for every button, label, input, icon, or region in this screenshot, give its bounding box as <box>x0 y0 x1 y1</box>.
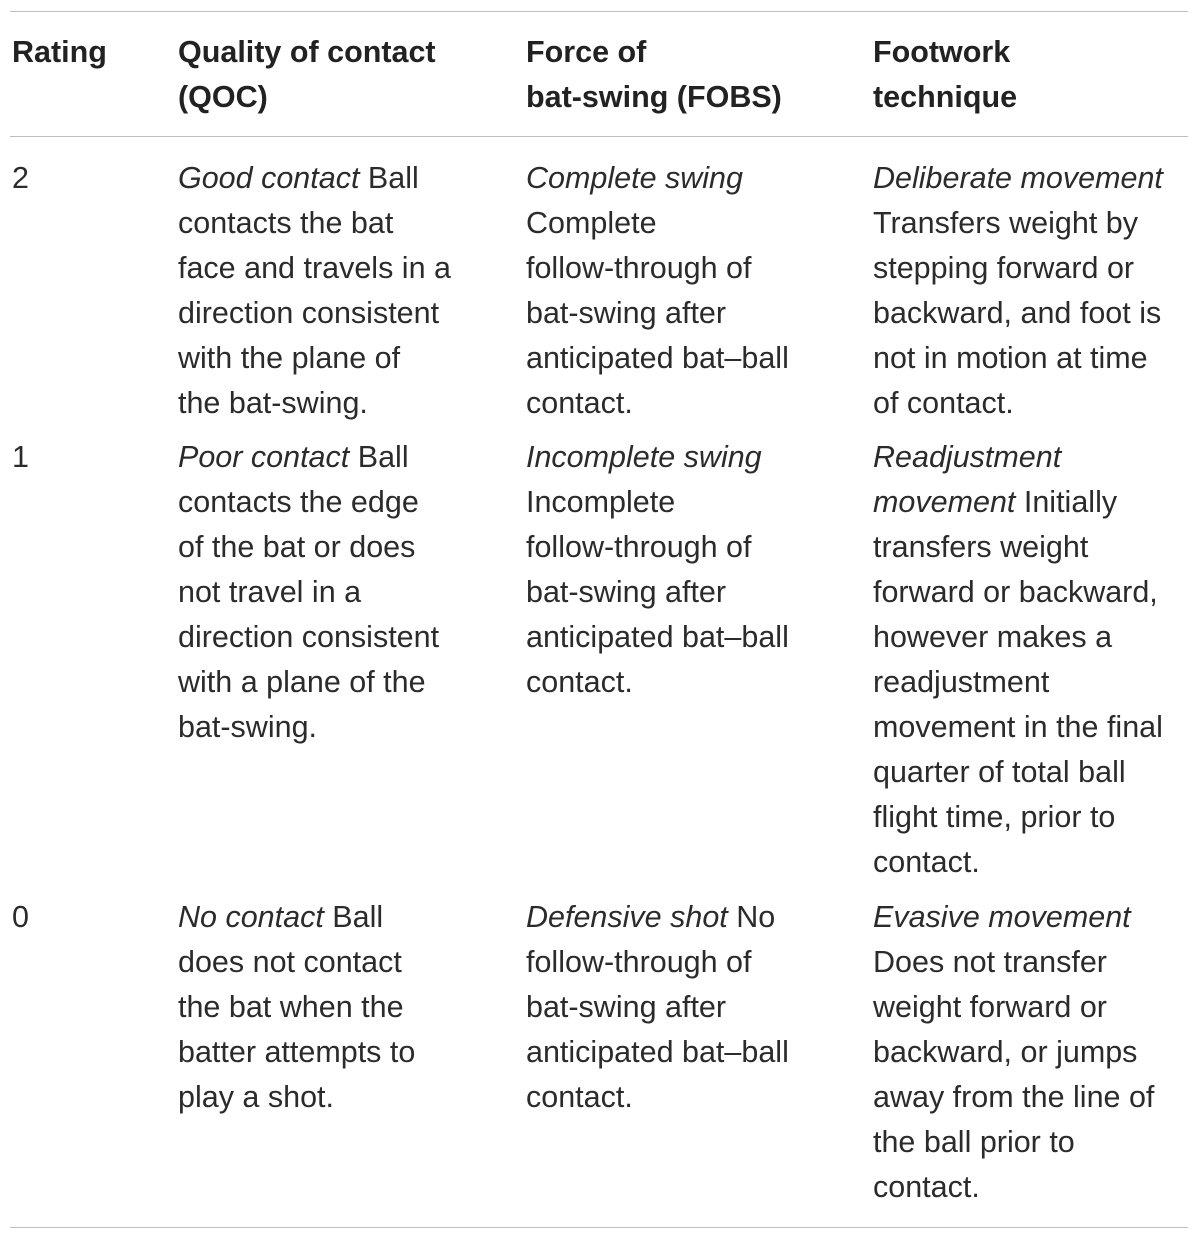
row-1-qoc-text: Ball contacts the edge of the bat or does not travel in a direction consistent with a plane of the bat-swing. <box>178 440 440 744</box>
row-1-qoc-term: Poor contact <box>178 440 350 474</box>
row-1-fobs-text: Incomplete follow-through of bat-swing after anticipated bat–ball contact. <box>526 485 789 699</box>
row-0-rating: 0 <box>12 900 29 934</box>
table-bottom-rule <box>10 1227 1188 1228</box>
row-0-foot-cell <box>873 895 1154 1210</box>
row-2-foot-cell <box>873 156 1163 426</box>
table-header-rule <box>10 136 1188 137</box>
header-footwork: Footwork technique <box>873 35 1018 114</box>
row-0-qoc-cell <box>178 895 415 1120</box>
header-fobs: Force of bat-swing (FOBS) <box>526 35 782 114</box>
row-0-foot-text: Does not transfer weight forward or backward, or jumps away from the line of the ball prior to contact. <box>873 945 1155 1204</box>
row-2-foot-term: Deliberate movement <box>873 161 1163 195</box>
row-2-qoc-cell <box>178 156 451 426</box>
row-1-fobs-term: Incomplete swing <box>526 440 762 474</box>
row-2-rating: 2 <box>12 161 29 195</box>
row-0-qoc-term: No contact <box>178 900 324 934</box>
row-2-fobs-term: Complete swing <box>526 161 743 195</box>
header-rating: Rating <box>12 35 107 69</box>
row-1-foot-cell <box>873 435 1163 885</box>
row-2-foot-text: Transfers weight by stepping forward or backward, and foot is not in motion at time of contact. <box>873 206 1162 420</box>
row-2-fobs-cell <box>526 156 789 426</box>
row-2-qoc-text: Ball contacts the bat face and travels in a direction consistent with the plane of the bat-swing. <box>178 161 451 420</box>
row-2-fobs-text: Complete follow-through of bat-swing after anticipated bat–ball contact. <box>526 206 789 420</box>
row-2-qoc-term: Good contact <box>178 161 360 195</box>
row-0-fobs-text: No follow-through of bat-swing after anticipated bat–ball contact. <box>526 900 789 1114</box>
row-1-rating: 1 <box>12 440 29 474</box>
row-1-foot-term: Readjustment movement <box>873 440 1062 519</box>
header-qoc: Quality of contact (QOC) <box>178 35 436 114</box>
row-0-qoc-text: Ball does not contact the bat when the batter attempts to play a shot. <box>178 900 416 1114</box>
row-0-fobs-term: Defensive shot <box>526 900 728 934</box>
row-0-fobs-cell <box>526 895 789 1120</box>
table-top-rule <box>10 11 1188 12</box>
row-1-foot-text: Initially transfers weight forward or backward, however makes a readjustment movement in the final quarter of total ball flight time, prior to contact. <box>873 485 1163 879</box>
row-1-qoc-cell <box>178 435 439 750</box>
row-0-foot-term: Evasive movement <box>873 900 1131 934</box>
row-1-fobs-cell <box>526 435 789 705</box>
